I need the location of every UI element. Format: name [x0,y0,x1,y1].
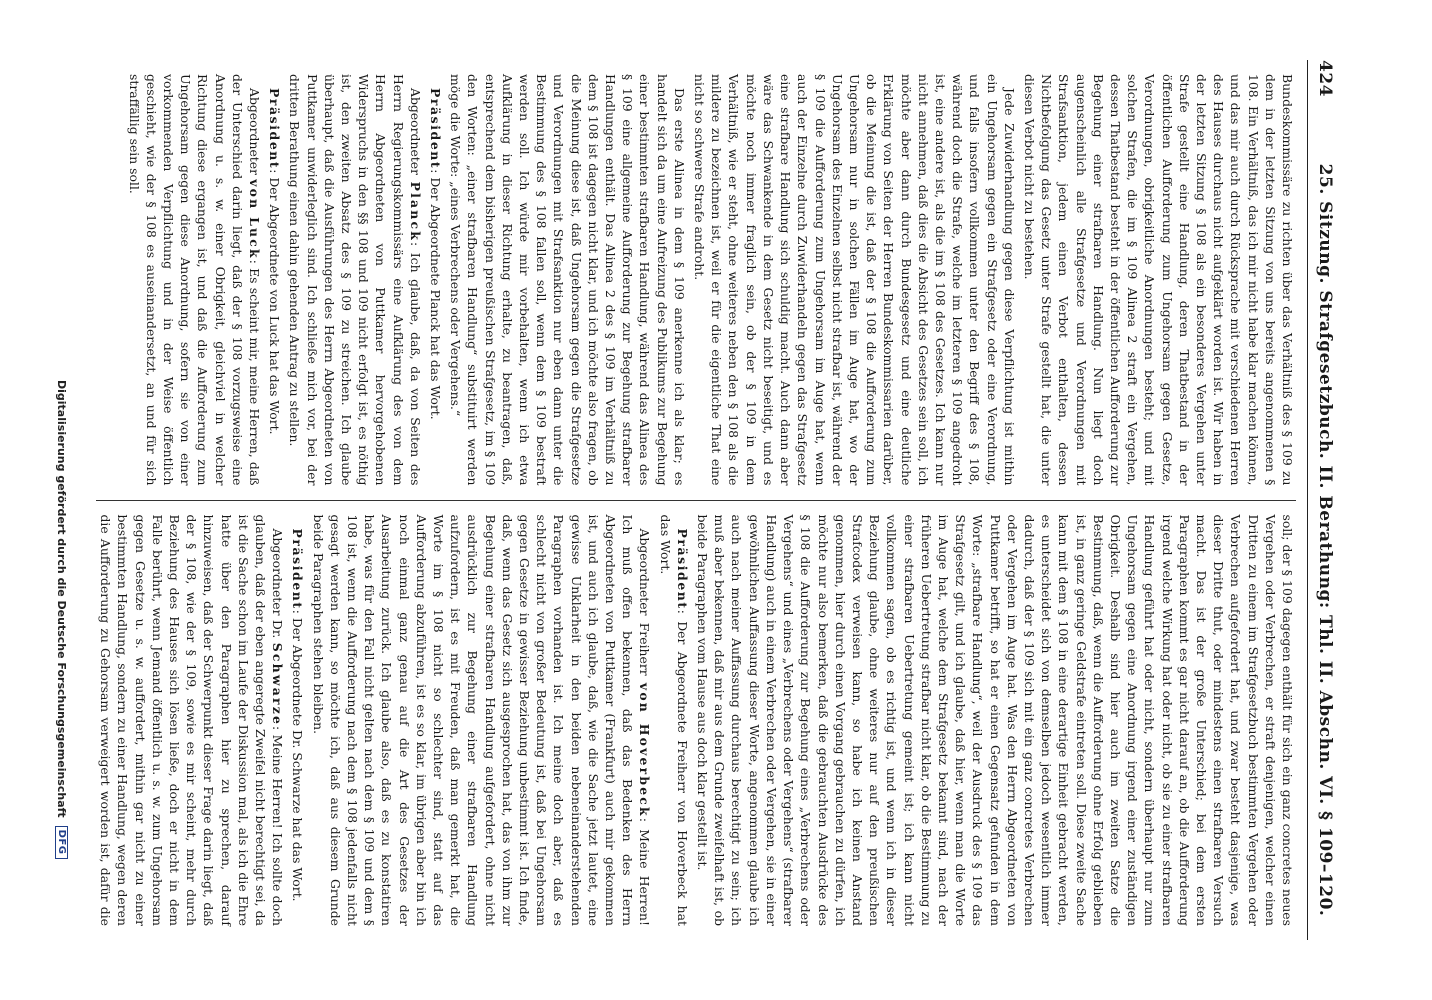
speaker-role: Abgeordneter Freiherr [637,528,653,676]
speaker-name: Präsident [428,88,444,170]
speech [286,74,424,486]
speech-text: : Es scheint mir, meine Herren, daß der Unterschied darin liegt, daß der § 108 vorzugsweise eine Anordnung u. s. w. einer Obrigkeit, gleichviel in welcher Richtung diese ergangen ist, und daß die Aufforderung zum Ungehorsam gegen diese Anordnung, sofern sie von einer vorkommenden Verpflichtung und in der Weise öffentlich geschieht, wie der § 108 es auseinandersetzt, an und für sich straffällig sein soll. [126,74,263,486]
president-remark [266,74,283,486]
president-remark [427,74,444,486]
remark-text: : Der Abgeordnete Planck hat das Wort. [428,169,444,420]
speech [125,74,263,486]
speaker-role: Abgeordneter Dr. [270,528,286,639]
speech [309,515,653,927]
president-remark [656,515,690,927]
speech-text: : Meine Herren! Ich sollte doch glauben, daß der eben angeregte Zweifel nicht berechtigt sei, da ist die Sache schon im Laufe der Diskussion mal, als ich die Ehre hatte über den Paragraphen hier zu sprechen, darauf hinzuweisen, daß der Schwerpunkt dieser Frage darin liegt, daß der § 108, wie der § 109, sowie es mir scheint, mehr durch Beziehung des Hauses sich lösen ließe, doch er nicht in dem Falle berührt, wenn Jemand öffentlich u. s. w. zum Ungehorsam gegen Gesetze u. s. w. auffordert, mithin gar nicht zu einer bestimmten Handlung, sondern zu einer Handlung, wegen deren die Aufforderung zu Gehorsam verweigert worden ist, dafür die [98,514,286,926]
remark-text: : Der Abgeordnete von Luck hat das Wort. [267,169,283,435]
text-columns [96,60,1296,940]
president-remark [289,515,306,927]
credit-text: Digitalisierung gefördert durch die Deutsche Forschungsgemeinschaft [55,380,68,818]
paragraph: Jede Zuwiderhandlung gegen diese Verpflichtung ist mithin ein Ungehorsam gegen ein Strafgesetz oder eine Verordnung, und falls insofern vollkommen unter den Begriff des § 108, während doch die Strafe, welche im letzteren § 109 angedroht ist, eine andere ist, als die im § 108 des Gesetzes. Ich kann nur nicht annehmen, daß dies die Absicht des Gesetzes sein soll, ich möchte aber dann durch Bundesgesetz und eine deutliche Erklärung von Seiten der Herren Bundeskommissarien darüber, ob die Meinung die ist, daß der § 108 die Aufforderung zum Ungehorsam nur in solchen Fällen im Auge hat, wo der Ungehorsam des Einzelnen selbst nicht strafbar ist, während der § 109 die Aufforderung zum Ungehorsam im Auge hat, wenn auch der Einzelne durch Zuwiderhandeln gegen das Strafgesetz eine strafbare Handlung sich schuldig macht. Auch dann aber wäre das Schwankende in dem Gesetz nicht beseitigt, und es möchte noch immer fraglich sein, ob der § 109 in dem Verhältniß, wie er steht, ohne weiteres neben den § 108 als die mildere zu bezeichnen ist, weil er für die eigentliche That eine nicht so schwere Strafe androht. [692,74,1017,486]
speaker-name: Präsident [674,528,690,610]
speaker-name: Schwarze [270,642,286,727]
running-head: 25. Sitzung. Strafgesetzbuch. II. Berathung: Thl. II. Abschn. VI. § 109–120. [1315,163,1335,917]
paragraph: soll; der § 109 dagegen enthält für sich ein ganz concretes neues Vergehen oder Verbrechen, er straft denjenigen, welcher einen Dritten zu einem im Strafgesetzbuch bestimmten Vergehen oder Verbrechen aufgefordert hat, und zwar besteht dasjenige, was dieser Dritte thut, oder mindestens einen strafbaren Versuch macht. Das ist der große Unterschied; bei dem ersten Paragraphen kommt es gar nicht darauf an, ob die Aufforderung irgend welche Wirkung hat oder nicht, ob sie zu einer strafbaren Handlung geführt hat oder nicht, sondern überhaupt nur zum Ungehorsam gegen eine Anordnung irgend einer zuständigen Obrigkeit. Deshalb sind hier auch im zweiten Satze die Bestimmung, daß, wenn die Aufforderung ohne Erfolg geblieben ist, in ganz geringe Geldstrafe eintreten soll. Diese zweite Sache kann mit dem § 108 in eine derartige Einheit gebracht werden, es unterscheidet sich von demselben jedoch wesentlich immer dadurch, daß der § 109 sich mit ein ganz concretes Verbrechen oder Vergehen im Auge hat. Was den Herrn Abgeordneten von Puttkamer betrifft, so hat er einen Gegensatz gefunden in dem Worte: „strafbare Handlung“, weil der Ausdruck des § 109 das Strafgesetz gilt, und ich glaube, daß hier, wenn man die Worte im Auge hat, welche dem Strafgesetz bekannt sind, nach der früheren Uebertretung strafbar nicht klar, ob die Bestimmung zu einer strafbaren Uebertretung gemeint ist; ich kann nicht vollkommen sagen, ob es richtig ist, und wenn ich in dieser Beziehung glaube, ohne weiteres nur auf den preußischen Strafcodex verweisen kann, so habe ich keinen Anstand genommen, hier durch einen Vorgang gebrauchen zu dürfen, ich möchte nur also bemerken, daß die gebrauchten Ausdrücke des § 108 die Aufforderung zur Begehung eines „Verbrechens oder Vergehens“ und eines „Verbrechens oder Vergehens“ (strafbarer Handlung) auch in einem Verbrechen oder Vergehen, sie in einer gewöhnlichen Auffassung dieser Worte, angenommen glaube ich auch nach meiner Auffassung durchaus berechtigt zu sein; ich muß aber bekennen, daß mir aus dem Grunde zweifelhaft ist, ob beide Paragraphen vom Hause aus doch klar gestellt ist. [695,514,1295,926]
left-column [96,60,1296,500]
page-header [1307,60,1342,940]
speaker-name: von Luck [247,179,263,260]
speaker-name: von Hoverbeck [637,682,653,818]
paragraph: Bundeskommissäre zu richten über das Verhältniß des § 109 zu dem in der letzten Sitzung von uns bereits angenommenen § 108. Ein Verhältniß, das ich mir nicht habe klar machen können, und das mir auch durch Rücksprache mit verschiedenen Herren des Hauses durchaus nicht aufgeklärt worden ist. Wir haben in der letzten Sitzung § 108 als ein besonderes Vergehen unter Strafe gestellt eine Handlung, deren Thatbestand in der öffentlichen Aufforderung zum Ungehorsam gegen Gesetze, Verordnungen, obrigkeitliche Anordnungen besteht; und mit solchen Strafen, die im § 109 Alinea 2 straft ein Vergehen, dessen Thatbestand besteht in der öffentlichen Aufforderung zur Begehung einer strafbaren Handlung. Nun liegt doch augenscheinlich alle Strafgesetze und Verordnungen mit Strafsanktion, jedem einen Verbot enthalten, dessen Nichtbefolgung das Gesetz unter Strafe gestellt hat, die unter diesen Verbot nicht zu bestehen. [1021,74,1295,486]
speech-text: : Ich glaube, daß, da von Seiten des Herrn Regierungskommissärs eine Aufklärung des von dem Herrn Abgeordneten von Puttkamer hervorgehobenen Widerspruchs in den §§ 108 und 109 nicht erfolgt ist, es nöthig ist, den zweiten Absatz des § 109 zu streichen. Ich glaube überhaupt, daß die Ausführungen des Herrn Abgeordneten von Puttkamer unwiderleglich sind. Ich schließe mich vor, bei der dritten Berathung einen dahin gehenden Antrag zu stellen. [287,74,423,486]
page-number: 424 [1315,60,1335,97]
paragraph: Das erste Alinea in dem § 109 anerkenne ich als klar; es handelt sich da um eine Aufreizung des Publikums zur Begehung einer bestimmten strafbaren Handlung, während das Alinea des § 109 eine allgemeine Aufforderung zur Begehung strafbarer Handlungen enthält. Das Alinea 2 des § 109 im Verhältniß zu dem § 108 ist dagegen nicht klar, und ich möchte also fragen, ob die Meinung diese ist, daß Ungehorsam gegen die Strafgesetze und Verordnungen mit Strafsanktion nur eben dann unter die Bestimmung des § 108 fallen soll, wenn dem § 109 bestraft werden soll. Ich würde mir vorbehalten, wenn ich etwa Aufklärung in dieser Richtung erhalte, zu beantragen, daß, entsprechend dem bisherigen preußischen Strafgesetz, im § 109 den Worten: „einer strafbaren Handlung“ substituirt werden möge die Worte: „eines Verbrechens oder Vergehens.“ [448,74,687,486]
digitization-credit [55,380,68,1000]
speaker-name: Präsident [290,528,306,610]
right-column [96,501,1296,941]
remark-text: : Der Abgeordnete Freiherr von Hoverbeck hat das Wort. [657,514,690,926]
speaker-role: Abgeordneter [407,88,423,176]
speech [96,515,286,927]
dfg-logo: DFG [55,826,68,859]
remark-text: : Der Abgeordnete Dr. Schwarze hat das Wort. [290,609,306,902]
speaker-role: Abgeordneter [247,88,263,176]
speaker-name: Präsident [267,88,283,170]
document-page [52,0,1352,1000]
speech-text: : Meine Herren! Ich muß offen bekennen, daß das Bedenken des Herrn Abgeordneten von Puttkamer (Frankfurt) auch mir gekommen ist, und auch ich glaube, daß, wie die Sache jetzt lautet, eine gewisse Unklarheit in den beiden nebeneinanderstehenden Paragraphen vorhanden ist. Ich meine doch aber, daß es schlecht nicht von großer Bedeutung ist, daß bei Ungehorsam gegen Gesetze in gewisser Beziehung unbestimmt ist. Ich finde, daß, wenn das Gesetz sich ausgesprochen hat, das von ihm zur Begehung einer strafbaren Handlung aufgefordert, ohne nicht ausdrücklich zur Begehung einer strafbaren Handlung aufzufordern, ist es mit Freuden, daß man gemerkt hat, die Worte im § 108 nicht so schlechter sind, statt auf das Aufforderung abzuführen, ist es so klar, im übrigen aber bin ich noch einmal ganz genau auf die Art des Gesetzes der Ausarbeitung zurück. Ich glaube also, daß es zu konstatiren habe, was für den Fall nicht gelten nach dem § 109 und dem § 108 ist, wenn die Aufforderung nach dem § 108 jedenfalls nicht gesagt werden kann, so möchte ich, daß aus diesem Grunde beide Paragraphen stehen bleiben. [310,514,653,927]
speaker-name: Planck [407,181,423,242]
